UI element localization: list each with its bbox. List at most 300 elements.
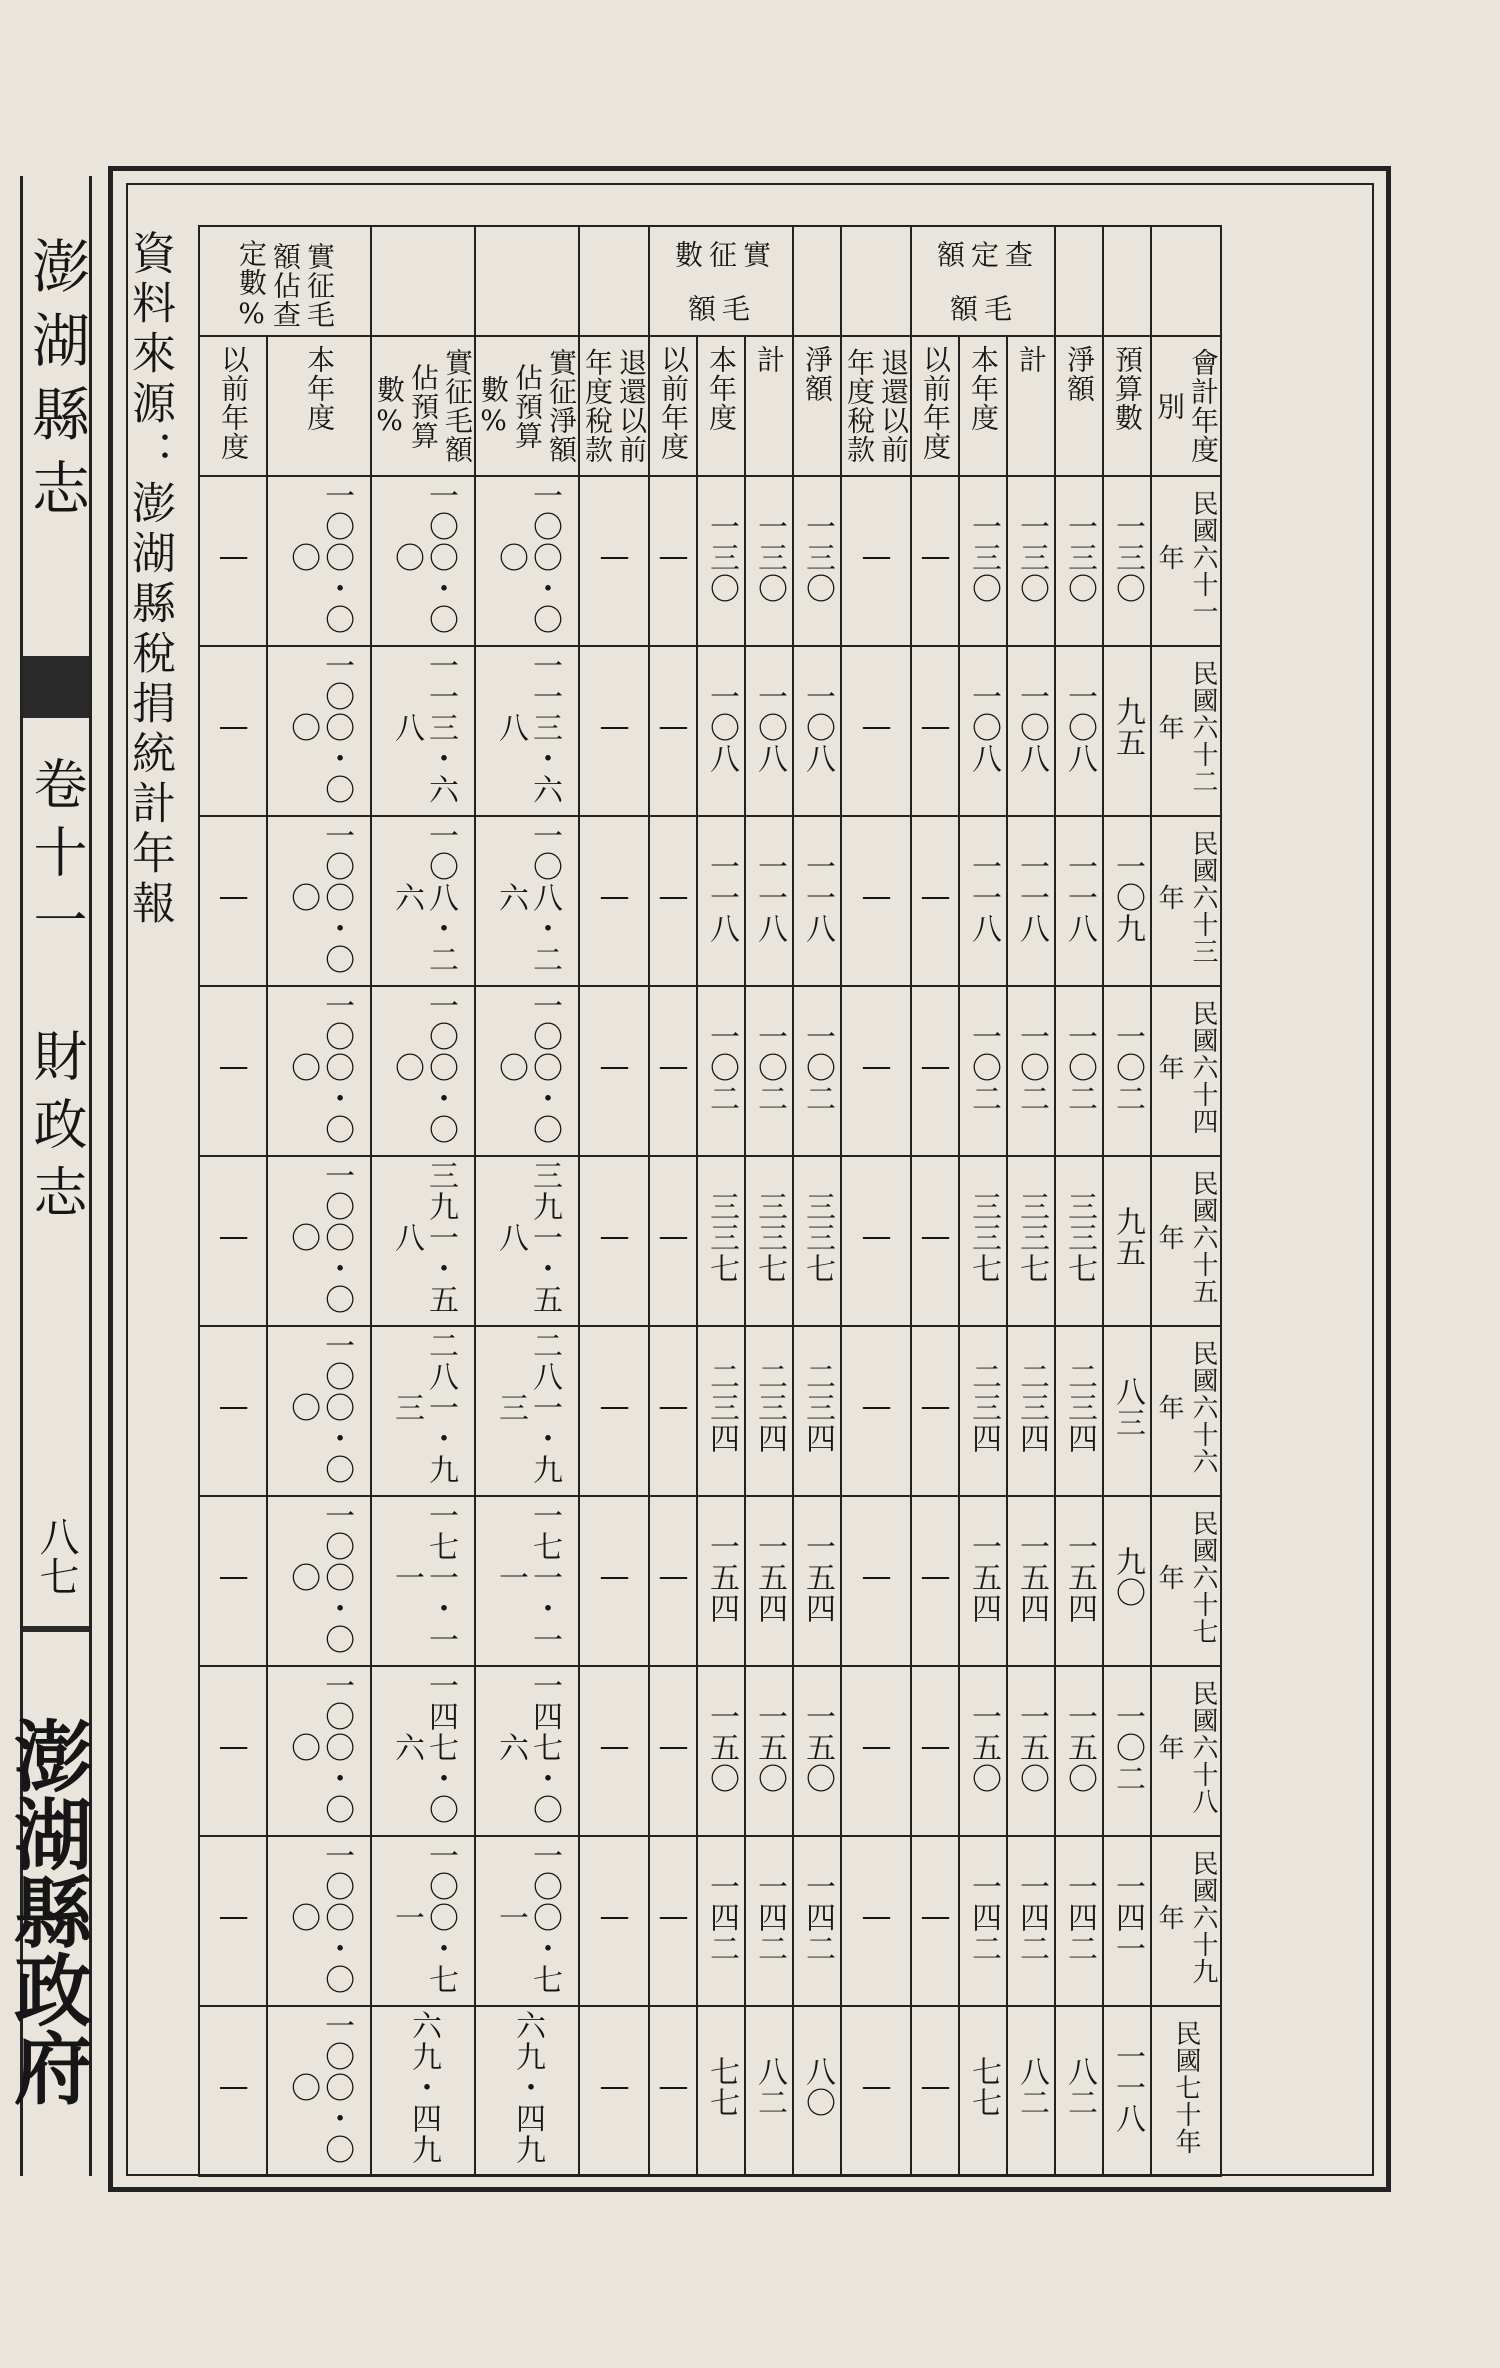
cell-value: — xyxy=(656,1219,691,1255)
cell-value: 一〇八 xyxy=(752,680,787,774)
year-label: 民國六十七年 xyxy=(1154,1509,1218,1645)
col-assessed-current-cell xyxy=(959,2006,1007,2176)
cell-value: 八二 xyxy=(1062,2056,1097,2118)
col-gross-pct-budget-cell xyxy=(371,1496,475,1666)
col-net-pct-budget-cell xyxy=(475,1156,579,1326)
cell-value: 一〇〇・〇〇 xyxy=(389,479,458,635)
cell-value: 一〇八 xyxy=(704,680,739,774)
year-label: 民國六十一年 xyxy=(1154,489,1218,625)
cell-value: 三三七 xyxy=(1062,1190,1097,1284)
col-assessed-prior-cell xyxy=(911,1836,959,2006)
col-collected-refund-cell xyxy=(579,646,649,816)
cell-value: 七七 xyxy=(966,2056,1001,2118)
col-assessed-prior-cell xyxy=(911,1666,959,1836)
cell-value: — xyxy=(859,1049,894,1085)
col-gross-pct-assessed-current-cell xyxy=(267,1836,371,2006)
table-group-header-row xyxy=(199,226,1221,336)
col-assessed-net-cell xyxy=(1055,816,1103,986)
col-assessed-current-header xyxy=(959,336,1007,476)
cell-value: — xyxy=(918,1559,953,1595)
col-gross-pct-assessed-current-cell xyxy=(267,2006,371,2176)
table-row xyxy=(199,1326,1221,1496)
cell-value: 一五四 xyxy=(800,1530,835,1624)
col-assessed-current-cell xyxy=(959,1666,1007,1836)
col-budget-cell xyxy=(1103,646,1151,816)
group-assessed xyxy=(911,226,1055,336)
cell-value: 一〇〇・〇〇 xyxy=(285,1329,355,1485)
book-spine xyxy=(1,176,92,2176)
col-collected-current-header xyxy=(697,336,745,476)
cell-value: — xyxy=(918,539,953,575)
cell-value: 一五四 xyxy=(704,1530,739,1624)
column-header-label: 實征淨額佔預算數% xyxy=(477,348,578,464)
cell-value: 九五 xyxy=(1110,1206,1145,1268)
col-gross-pct-assessed-prior-header xyxy=(199,336,267,476)
cell-value: 一〇二 xyxy=(752,1020,787,1114)
column-header-label: 以前年度 xyxy=(657,345,690,461)
col-gross-pct-assessed-prior-cell xyxy=(199,1496,267,1666)
cell-value: 二八一・九三 xyxy=(389,1329,458,1485)
col-gross-pct-budget-header xyxy=(371,336,475,476)
col-collected-prior-cell xyxy=(649,1156,697,1326)
col-collected-net-cell xyxy=(793,2006,841,2176)
column-header-label: 淨額 xyxy=(1063,345,1096,403)
col-assessed-prior-cell xyxy=(911,2006,959,2176)
col-gross-pct-assessed-current-cell xyxy=(267,986,371,1156)
col-assessed-net-header xyxy=(1055,336,1103,476)
col-gross-pct-budget-cell xyxy=(371,2006,475,2176)
table-row xyxy=(199,2006,1221,2176)
col-collected-current-cell xyxy=(697,1666,745,1836)
column-header-label: 計 xyxy=(753,345,786,374)
col-assessed-prior-cell xyxy=(911,986,959,1156)
col-net-pct-budget-cell xyxy=(475,1666,579,1836)
cell-value: 一〇二 xyxy=(1014,1020,1049,1114)
col-assessed-current-cell xyxy=(959,1836,1007,2006)
col-year-cell xyxy=(1151,1836,1221,2006)
cell-value: 一一八 xyxy=(752,850,787,944)
col-collected-prior-cell xyxy=(649,476,697,646)
cell-value: — xyxy=(597,1389,632,1425)
col-collected-net-cell xyxy=(793,1666,841,1836)
col-year-cell xyxy=(1151,986,1221,1156)
spine-divider-block xyxy=(23,656,89,712)
cell-value: 一〇〇・〇〇 xyxy=(285,1159,355,1315)
col-gross-pct-assessed-prior-cell xyxy=(199,816,267,986)
cell-value: — xyxy=(859,2069,894,2105)
source-note: 資料來源：澎湖縣稅捐統計年報 xyxy=(124,230,175,930)
table-row xyxy=(199,1836,1221,2006)
col-collected-current-cell xyxy=(697,1836,745,2006)
col-collected-refund-cell xyxy=(579,986,649,1156)
year-label: 民國六十六年 xyxy=(1154,1339,1218,1475)
cell-value: — xyxy=(216,1899,252,1935)
col-collected-refund-cell xyxy=(579,1666,649,1836)
cell-value: 一五〇 xyxy=(752,1700,787,1794)
cell-value: — xyxy=(656,2069,691,2105)
cell-value: — xyxy=(216,2069,252,2105)
col-assessed-current-cell xyxy=(959,646,1007,816)
col-collected-net-cell xyxy=(793,476,841,646)
column-header-label: 計 xyxy=(1015,345,1048,374)
col-assessed-prior-cell xyxy=(911,1326,959,1496)
cell-value: 一〇二 xyxy=(1110,1020,1145,1114)
cell-value: 一一八 xyxy=(704,850,739,944)
col-collected-prior-cell xyxy=(649,816,697,986)
cell-value: 七七 xyxy=(704,2056,739,2118)
cell-value: — xyxy=(216,879,252,915)
year-label: 民國七十年 xyxy=(1171,2019,1201,2155)
cell-value: 一四二 xyxy=(752,1870,787,1964)
cell-value: 一五〇 xyxy=(800,1700,835,1794)
col-assessed-refund-cell xyxy=(841,1666,911,1836)
col-collected-net-cell xyxy=(793,1836,841,2006)
header-spacer xyxy=(1055,226,1103,336)
col-year-cell xyxy=(1151,1496,1221,1666)
col-collected-prior-cell xyxy=(649,986,697,1156)
col-budget-cell xyxy=(1103,1836,1151,2006)
col-assessed-refund-cell xyxy=(841,1326,911,1496)
col-assessed-total-cell xyxy=(1007,646,1055,816)
col-collected-prior-cell xyxy=(649,1496,697,1666)
col-collected-total-cell xyxy=(745,1666,793,1836)
cell-value: 三三七 xyxy=(704,1190,739,1284)
column-header-label: 以前年度 xyxy=(919,345,952,461)
col-net-pct-budget-cell xyxy=(475,476,579,646)
col-gross-pct-assessed-current-cell xyxy=(267,646,371,816)
col-assessed-refund-cell xyxy=(841,816,911,986)
cell-value: 八二 xyxy=(1014,2056,1049,2118)
cell-value: 一五〇 xyxy=(704,1700,739,1794)
cell-value: — xyxy=(656,879,691,915)
cell-value: 一〇〇・〇〇 xyxy=(285,989,355,1145)
col-budget-cell xyxy=(1103,1496,1151,1666)
col-collected-net-cell xyxy=(793,1156,841,1326)
col-gross-pct-assessed-current-cell xyxy=(267,476,371,646)
cell-value: 六九・四九 xyxy=(406,2009,441,2165)
col-assessed-total-cell xyxy=(1007,1326,1055,1496)
group-gross-pct-assessed xyxy=(199,226,371,336)
cell-value: 一〇八・二六 xyxy=(389,819,458,975)
col-assessed-refund-cell xyxy=(841,1156,911,1326)
column-header-label: 以前年度 xyxy=(217,345,251,461)
col-collected-net-cell xyxy=(793,1326,841,1496)
col-collected-net-cell xyxy=(793,1496,841,1666)
header-spacer xyxy=(475,226,579,336)
col-gross-pct-assessed-current-cell xyxy=(267,816,371,986)
col-year-cell xyxy=(1151,1156,1221,1326)
table-row xyxy=(199,1156,1221,1326)
col-gross-pct-budget-cell xyxy=(371,646,475,816)
cell-value: 一五四 xyxy=(752,1530,787,1624)
cell-value: — xyxy=(918,1219,953,1255)
cell-value: 一〇〇・〇〇 xyxy=(285,2009,355,2165)
col-gross-pct-budget-cell xyxy=(371,1156,475,1326)
col-year-cell xyxy=(1151,1666,1221,1836)
cell-value: 一〇二 xyxy=(966,1020,1001,1114)
col-assessed-net-cell xyxy=(1055,1836,1103,2006)
cell-value: 一〇〇・〇〇 xyxy=(285,479,355,635)
col-collected-refund-cell xyxy=(579,1156,649,1326)
col-year-cell xyxy=(1151,2006,1221,2176)
col-assessed-total-cell xyxy=(1007,986,1055,1156)
col-budget-cell xyxy=(1103,1666,1151,1836)
col-collected-current-cell xyxy=(697,476,745,646)
cell-value: 一三〇 xyxy=(800,510,835,604)
col-assessed-total-cell xyxy=(1007,816,1055,986)
col-gross-pct-assessed-prior-cell xyxy=(199,2006,267,2176)
cell-value: — xyxy=(656,709,691,745)
col-budget-cell xyxy=(1103,1326,1151,1496)
cell-value: 三三七 xyxy=(966,1190,1001,1284)
column-header-label: 本年度 xyxy=(967,345,1000,432)
cell-value: — xyxy=(859,1729,894,1765)
cell-value: — xyxy=(918,879,953,915)
column-header-label: 退還以前年度稅款 xyxy=(843,348,910,464)
cell-value: — xyxy=(918,1389,953,1425)
cell-value: 一四二 xyxy=(1014,1870,1049,1964)
cell-value: — xyxy=(656,1049,691,1085)
col-net-pct-budget-cell xyxy=(475,646,579,816)
col-assessed-current-cell xyxy=(959,1326,1007,1496)
cell-value: 一五四 xyxy=(1014,1530,1049,1624)
col-assessed-prior-cell xyxy=(911,1156,959,1326)
spine-divider-line xyxy=(23,712,89,718)
col-budget-cell xyxy=(1103,2006,1151,2176)
cell-value: 一三〇 xyxy=(704,510,739,604)
cell-value: — xyxy=(656,539,691,575)
col-assessed-prior-cell xyxy=(911,1496,959,1666)
col-collected-total-cell xyxy=(745,476,793,646)
col-assessed-net-cell xyxy=(1055,1326,1103,1496)
cell-value: 一〇二 xyxy=(704,1020,739,1114)
cell-value: 一〇二 xyxy=(1062,1020,1097,1114)
col-assessed-refund-cell xyxy=(841,1496,911,1666)
cell-value: 一五〇 xyxy=(1062,1700,1097,1794)
group-sublabel: 毛額 xyxy=(946,293,1013,323)
col-collected-current-cell xyxy=(697,1156,745,1326)
group-sublabel: 毛額 xyxy=(684,293,751,323)
spine-rule xyxy=(23,1626,89,1632)
cell-value: 一一三・六八 xyxy=(493,649,562,805)
col-gross-pct-assessed-prior-cell xyxy=(199,986,267,1156)
col-collected-refund-cell xyxy=(579,1496,649,1666)
cell-value: — xyxy=(216,1219,252,1255)
cell-value: 八二 xyxy=(752,2056,787,2118)
col-net-pct-budget-cell xyxy=(475,1326,579,1496)
col-assessed-net-cell xyxy=(1055,476,1103,646)
cell-value: 一一八 xyxy=(1062,850,1097,944)
cell-value: 三三七 xyxy=(1014,1190,1049,1284)
year-label: 民國六十四年 xyxy=(1154,999,1218,1135)
col-assessed-net-cell xyxy=(1055,1156,1103,1326)
cell-value: 二三四 xyxy=(966,1360,1001,1454)
cell-value: 二三四 xyxy=(704,1360,739,1454)
cell-value: 一〇二 xyxy=(1110,1700,1145,1794)
cell-value: 一〇九 xyxy=(1110,850,1145,944)
cell-value: — xyxy=(656,1899,691,1935)
col-budget-cell xyxy=(1103,1156,1151,1326)
cell-value: — xyxy=(597,1049,632,1085)
year-label: 民國六十八年 xyxy=(1154,1679,1218,1815)
table-row xyxy=(199,986,1221,1156)
cell-value: 六九・四九 xyxy=(510,2009,545,2165)
cell-value: 一三〇 xyxy=(752,510,787,604)
cell-value: 一〇〇・〇〇 xyxy=(285,1499,355,1655)
cell-value: — xyxy=(656,1389,691,1425)
cell-value: 一〇八 xyxy=(966,680,1001,774)
cell-value: — xyxy=(656,1559,691,1595)
cell-value: — xyxy=(216,709,252,745)
col-collected-refund-cell xyxy=(579,816,649,986)
cell-value: 九五 xyxy=(1110,696,1145,758)
cell-value: 二八一・九三 xyxy=(493,1329,562,1485)
column-header-label: 淨額 xyxy=(801,345,834,403)
col-assessed-total-cell xyxy=(1007,1156,1055,1326)
cell-value: 一三〇 xyxy=(1110,510,1145,604)
cell-value: 九〇 xyxy=(1110,1546,1145,1608)
spine-title: 澎湖縣志 xyxy=(22,236,90,532)
cell-value: 一〇〇・〇〇 xyxy=(285,1839,355,1995)
col-collected-total-cell xyxy=(745,1156,793,1326)
cell-value: 八三 xyxy=(1110,1376,1145,1438)
column-header-label: 退還以前年度稅款 xyxy=(581,348,648,464)
cell-value: 一〇〇・〇〇 xyxy=(493,989,562,1145)
col-gross-pct-budget-cell xyxy=(371,1326,475,1496)
col-collected-prior-cell xyxy=(649,1836,697,2006)
col-collected-prior-cell xyxy=(649,1666,697,1836)
col-assessed-refund-cell xyxy=(841,646,911,816)
year-label: 民國六十五年 xyxy=(1154,1169,1218,1305)
col-assessed-net-cell xyxy=(1055,1666,1103,1836)
col-net-pct-budget-cell xyxy=(475,816,579,986)
col-collected-refund-header xyxy=(579,336,649,476)
cell-value: — xyxy=(597,2069,632,2105)
cell-value: 一一八 xyxy=(966,850,1001,944)
spine-chapter: 卷十一 財政志 xyxy=(25,756,88,1232)
col-assessed-total-cell xyxy=(1007,2006,1055,2176)
header-spacer xyxy=(371,226,475,336)
col-collected-total-cell xyxy=(745,1836,793,2006)
table-row xyxy=(199,1666,1221,1836)
col-assessed-net-cell xyxy=(1055,646,1103,816)
cell-value: 一三〇 xyxy=(1014,510,1049,604)
cell-value: — xyxy=(597,879,632,915)
column-header-label: 會計年度別 xyxy=(1153,348,1220,464)
cell-value: 一五〇 xyxy=(966,1700,1001,1794)
col-gross-pct-assessed-current-header xyxy=(267,336,371,476)
col-assessed-net-cell xyxy=(1055,986,1103,1156)
cell-value: — xyxy=(859,1219,894,1255)
cell-value: 一三〇 xyxy=(966,510,1001,604)
cell-value: 一〇二 xyxy=(800,1020,835,1114)
col-assessed-total-cell xyxy=(1007,1496,1055,1666)
tax-table xyxy=(198,225,1222,2177)
col-gross-pct-assessed-prior-cell xyxy=(199,646,267,816)
cell-value: 一五四 xyxy=(966,1530,1001,1624)
col-year-cell xyxy=(1151,1326,1221,1496)
column-header-label: 本年度 xyxy=(303,345,337,432)
cell-value: 一一八 xyxy=(800,850,835,944)
col-budget-header xyxy=(1103,336,1151,476)
col-year-cell xyxy=(1151,816,1221,986)
group-label: 實征數 xyxy=(671,239,772,269)
page-number: 八七 xyxy=(33,1516,79,1596)
cell-value: 一〇八・二六 xyxy=(493,819,562,975)
col-gross-pct-budget-cell xyxy=(371,1836,475,2006)
year-label: 民國六十三年 xyxy=(1154,829,1218,965)
col-assessed-current-cell xyxy=(959,476,1007,646)
cell-value: 一四七・〇六 xyxy=(493,1669,562,1825)
cell-value: — xyxy=(918,1899,953,1935)
cell-value: 一五四 xyxy=(1062,1530,1097,1624)
col-net-pct-budget-cell xyxy=(475,2006,579,2176)
col-collected-refund-cell xyxy=(579,476,649,646)
cell-value: 一〇〇・〇〇 xyxy=(389,989,458,1145)
cell-value: — xyxy=(918,2069,953,2105)
col-gross-pct-assessed-prior-cell xyxy=(199,1666,267,1836)
col-collected-total-cell xyxy=(745,816,793,986)
header-spacer xyxy=(1151,226,1221,336)
col-assessed-total-header xyxy=(1007,336,1055,476)
cell-value: — xyxy=(859,539,894,575)
col-assessed-prior-cell xyxy=(911,816,959,986)
col-collected-total-cell xyxy=(745,986,793,1156)
col-gross-pct-assessed-prior-cell xyxy=(199,1156,267,1326)
group-label: 查定額 xyxy=(933,239,1034,269)
cell-value: 一四二 xyxy=(704,1870,739,1964)
cell-value: 一〇〇・〇〇 xyxy=(285,649,355,805)
col-year-cell xyxy=(1151,476,1221,646)
col-collected-prior-header xyxy=(649,336,697,476)
col-collected-prior-cell xyxy=(649,1326,697,1496)
col-assessed-refund-cell xyxy=(841,2006,911,2176)
cell-value: 一四二 xyxy=(800,1870,835,1964)
cell-value: 一四七・〇六 xyxy=(389,1669,458,1825)
cell-value: — xyxy=(918,1049,953,1085)
cell-value: 三九一・五八 xyxy=(389,1159,458,1315)
col-collected-total-cell xyxy=(745,1496,793,1666)
col-gross-pct-assessed-prior-cell xyxy=(199,1836,267,2006)
group-collected xyxy=(649,226,793,336)
cell-value: — xyxy=(859,1389,894,1425)
col-collected-prior-cell xyxy=(649,2006,697,2176)
cell-value: 一七一・一一 xyxy=(389,1499,458,1655)
cell-value: — xyxy=(597,1559,632,1595)
col-collected-net-header xyxy=(793,336,841,476)
cell-value: — xyxy=(656,1729,691,1765)
col-assessed-net-cell xyxy=(1055,1496,1103,1666)
cell-value: — xyxy=(216,539,252,575)
cell-value: — xyxy=(597,1729,632,1765)
header-spacer xyxy=(1103,226,1151,336)
cell-value: 三九一・五八 xyxy=(493,1159,562,1315)
col-net-pct-budget-cell xyxy=(475,1836,579,2006)
cell-value: — xyxy=(597,1899,632,1935)
col-budget-cell xyxy=(1103,476,1151,646)
cell-value: — xyxy=(597,1219,632,1255)
col-collected-refund-cell xyxy=(579,1836,649,2006)
table-row xyxy=(199,1496,1221,1666)
col-gross-pct-budget-cell xyxy=(371,476,475,646)
col-collected-net-cell xyxy=(793,986,841,1156)
col-collected-prior-cell xyxy=(649,646,697,816)
cell-value: 二三四 xyxy=(800,1360,835,1454)
col-net-pct-budget-cell xyxy=(475,1496,579,1666)
cell-value: 一〇八 xyxy=(1062,680,1097,774)
col-gross-pct-assessed-current-cell xyxy=(267,1326,371,1496)
col-net-pct-budget-cell xyxy=(475,986,579,1156)
